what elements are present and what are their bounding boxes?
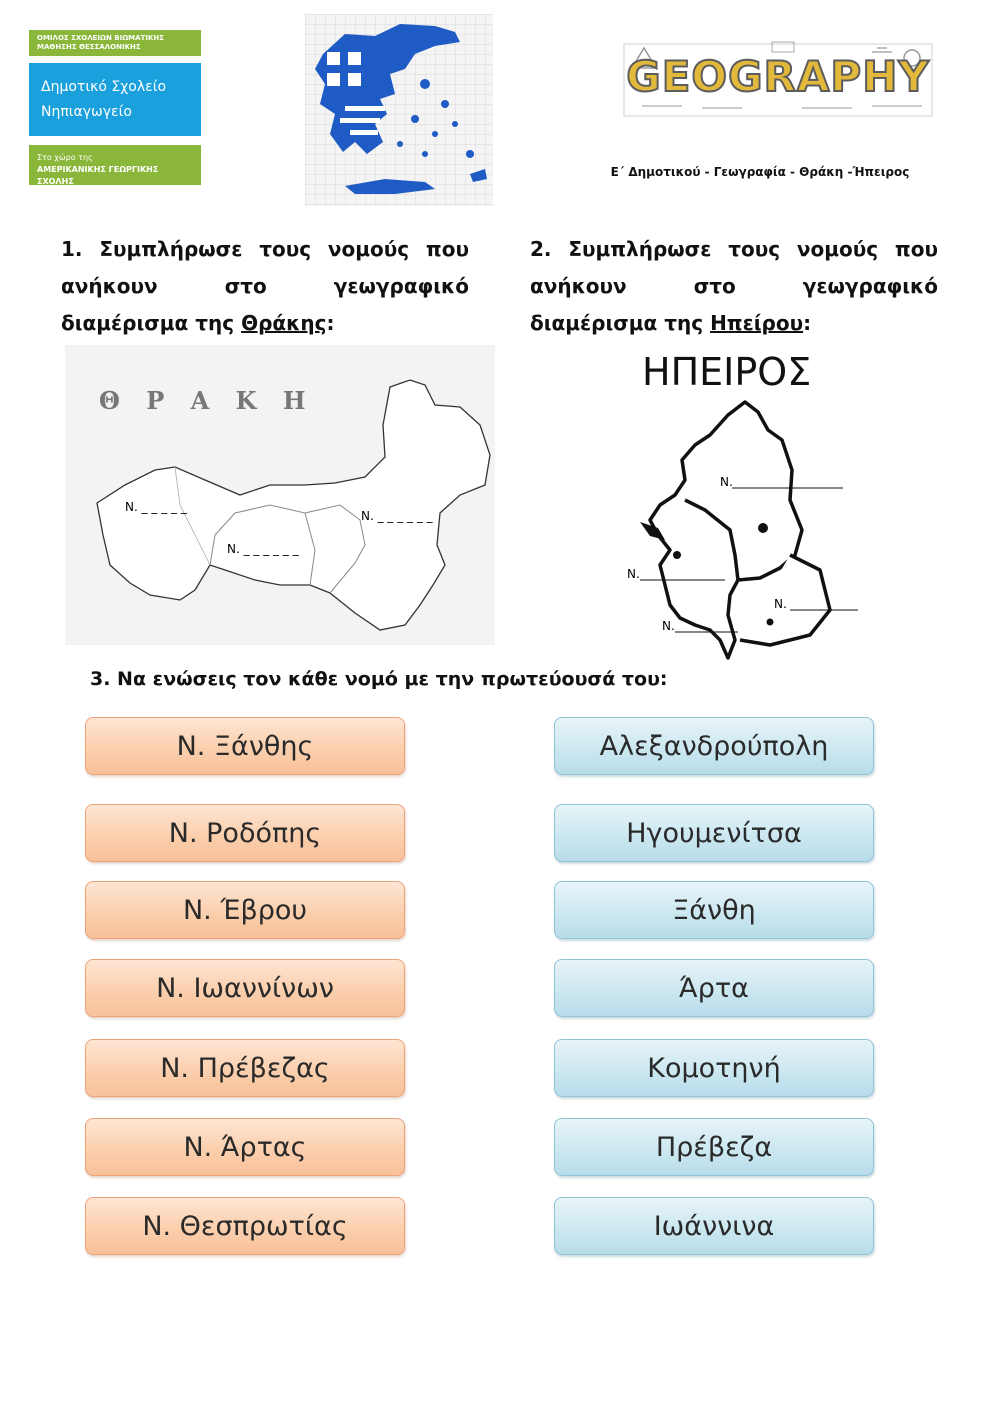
epirus-label-ioannina: Ν. (720, 475, 733, 489)
geography-banner (622, 38, 934, 120)
task2-instructions (530, 231, 938, 342)
prefecture-item-ioannina[interactable]: Ν. Ιωαννίνων (85, 959, 405, 1017)
task1-region: Θράκης (241, 311, 327, 335)
capital-item-arta[interactable]: Άρτα (554, 959, 874, 1017)
epirus-map-title: ΗΠΕΙΡΟΣ (642, 350, 812, 394)
school-location-line1: Στο χώρο της (37, 153, 93, 162)
school-logo-top (29, 30, 201, 56)
thrace-map (65, 345, 495, 645)
worksheet-subtitle: Ε΄ Δημοτικού - Γεωγραφία - Θράκη -Ήπειρος (610, 165, 910, 179)
capital-item-xanthi[interactable]: Ξάνθη (554, 881, 874, 939)
epirus-label-preveza: Ν. (662, 619, 675, 633)
geography-title: GEOGRAPHY (626, 52, 930, 101)
thrace-label-east: Ν. _ _ _ _ _ _ (361, 509, 433, 523)
capital-item-igoumenitsa[interactable]: Ηγουμενίτσα (554, 804, 874, 862)
school-name-line1: Δημοτικό Σχολείο (41, 79, 167, 95)
capital-item-preveza[interactable]: Πρέβεζα (554, 1118, 874, 1176)
thrace-label-center: Ν. _ _ _ _ _ _ (227, 542, 299, 556)
task3-instructions: 3. Να ενώσεις τον κάθε νομό με την πρωτεύουσά του: (90, 668, 668, 690)
task1-instructions (61, 231, 469, 342)
school-location-line2: ΑΜΕΡΙΚΑΝΙΚΗΣ ΓΕΩΡΓΙΚΗΣ ΣΧΟΛΗΣ (37, 165, 159, 186)
prefecture-item-rodopi[interactable]: Ν. Ροδόπης (85, 804, 405, 862)
prefecture-item-xanthi[interactable]: Ν. Ξάνθης (85, 717, 405, 775)
school-name-line2: Νηπιαγωγείο (41, 104, 132, 120)
greece-flag-map-image (305, 14, 493, 206)
epirus-map (620, 340, 870, 665)
prefecture-item-arta[interactable]: Ν. Άρτας (85, 1118, 405, 1176)
capital-item-komotini[interactable]: Κομοτηνή (554, 1039, 874, 1097)
task1-text: 1. Συμπλήρωσε τους νομούς που ανήκουν στο γεωγραφικό διαμέρισμα της (61, 237, 469, 335)
prefecture-item-preveza[interactable]: Ν. Πρέβεζας (85, 1039, 405, 1097)
task2-colon: : (803, 311, 812, 335)
prefecture-item-evros[interactable]: Ν. Έβρου (85, 881, 405, 939)
task1-colon: : (326, 311, 335, 335)
capital-item-alexandroupoli[interactable]: Αλεξανδρούπολη (554, 717, 874, 775)
capital-item-ioannina[interactable]: Ιωάννινα (554, 1197, 874, 1255)
task2-region: Ηπείρου (710, 311, 804, 335)
thrace-label-west: Ν. _ _ _ _ _ (125, 500, 187, 514)
task2-text: 2. Συμπλήρωσε τους νομούς που ανήκουν στο γεωγραφικό διαμέρισμα της (530, 237, 938, 335)
school-logo-bottom (29, 145, 201, 185)
school-group-name: ΟΜΙΛΟΣ ΣΧΟΛΕΙΩΝ ΒΙΩΜΑΤΙΚΗΣ ΜΑΘΗΣΗΣ ΘΕΣΣΑΛΟΝΙΚΗΣ (37, 34, 165, 51)
prefecture-item-thesprotia[interactable]: Ν. Θεσπρωτίας (85, 1197, 405, 1255)
epirus-label-arta: Ν. (774, 597, 787, 611)
thrace-map-title: Θ Ρ Α Κ Η (99, 386, 315, 415)
school-logo-main (29, 63, 201, 136)
epirus-label-thesprotia: Ν. (627, 567, 640, 581)
